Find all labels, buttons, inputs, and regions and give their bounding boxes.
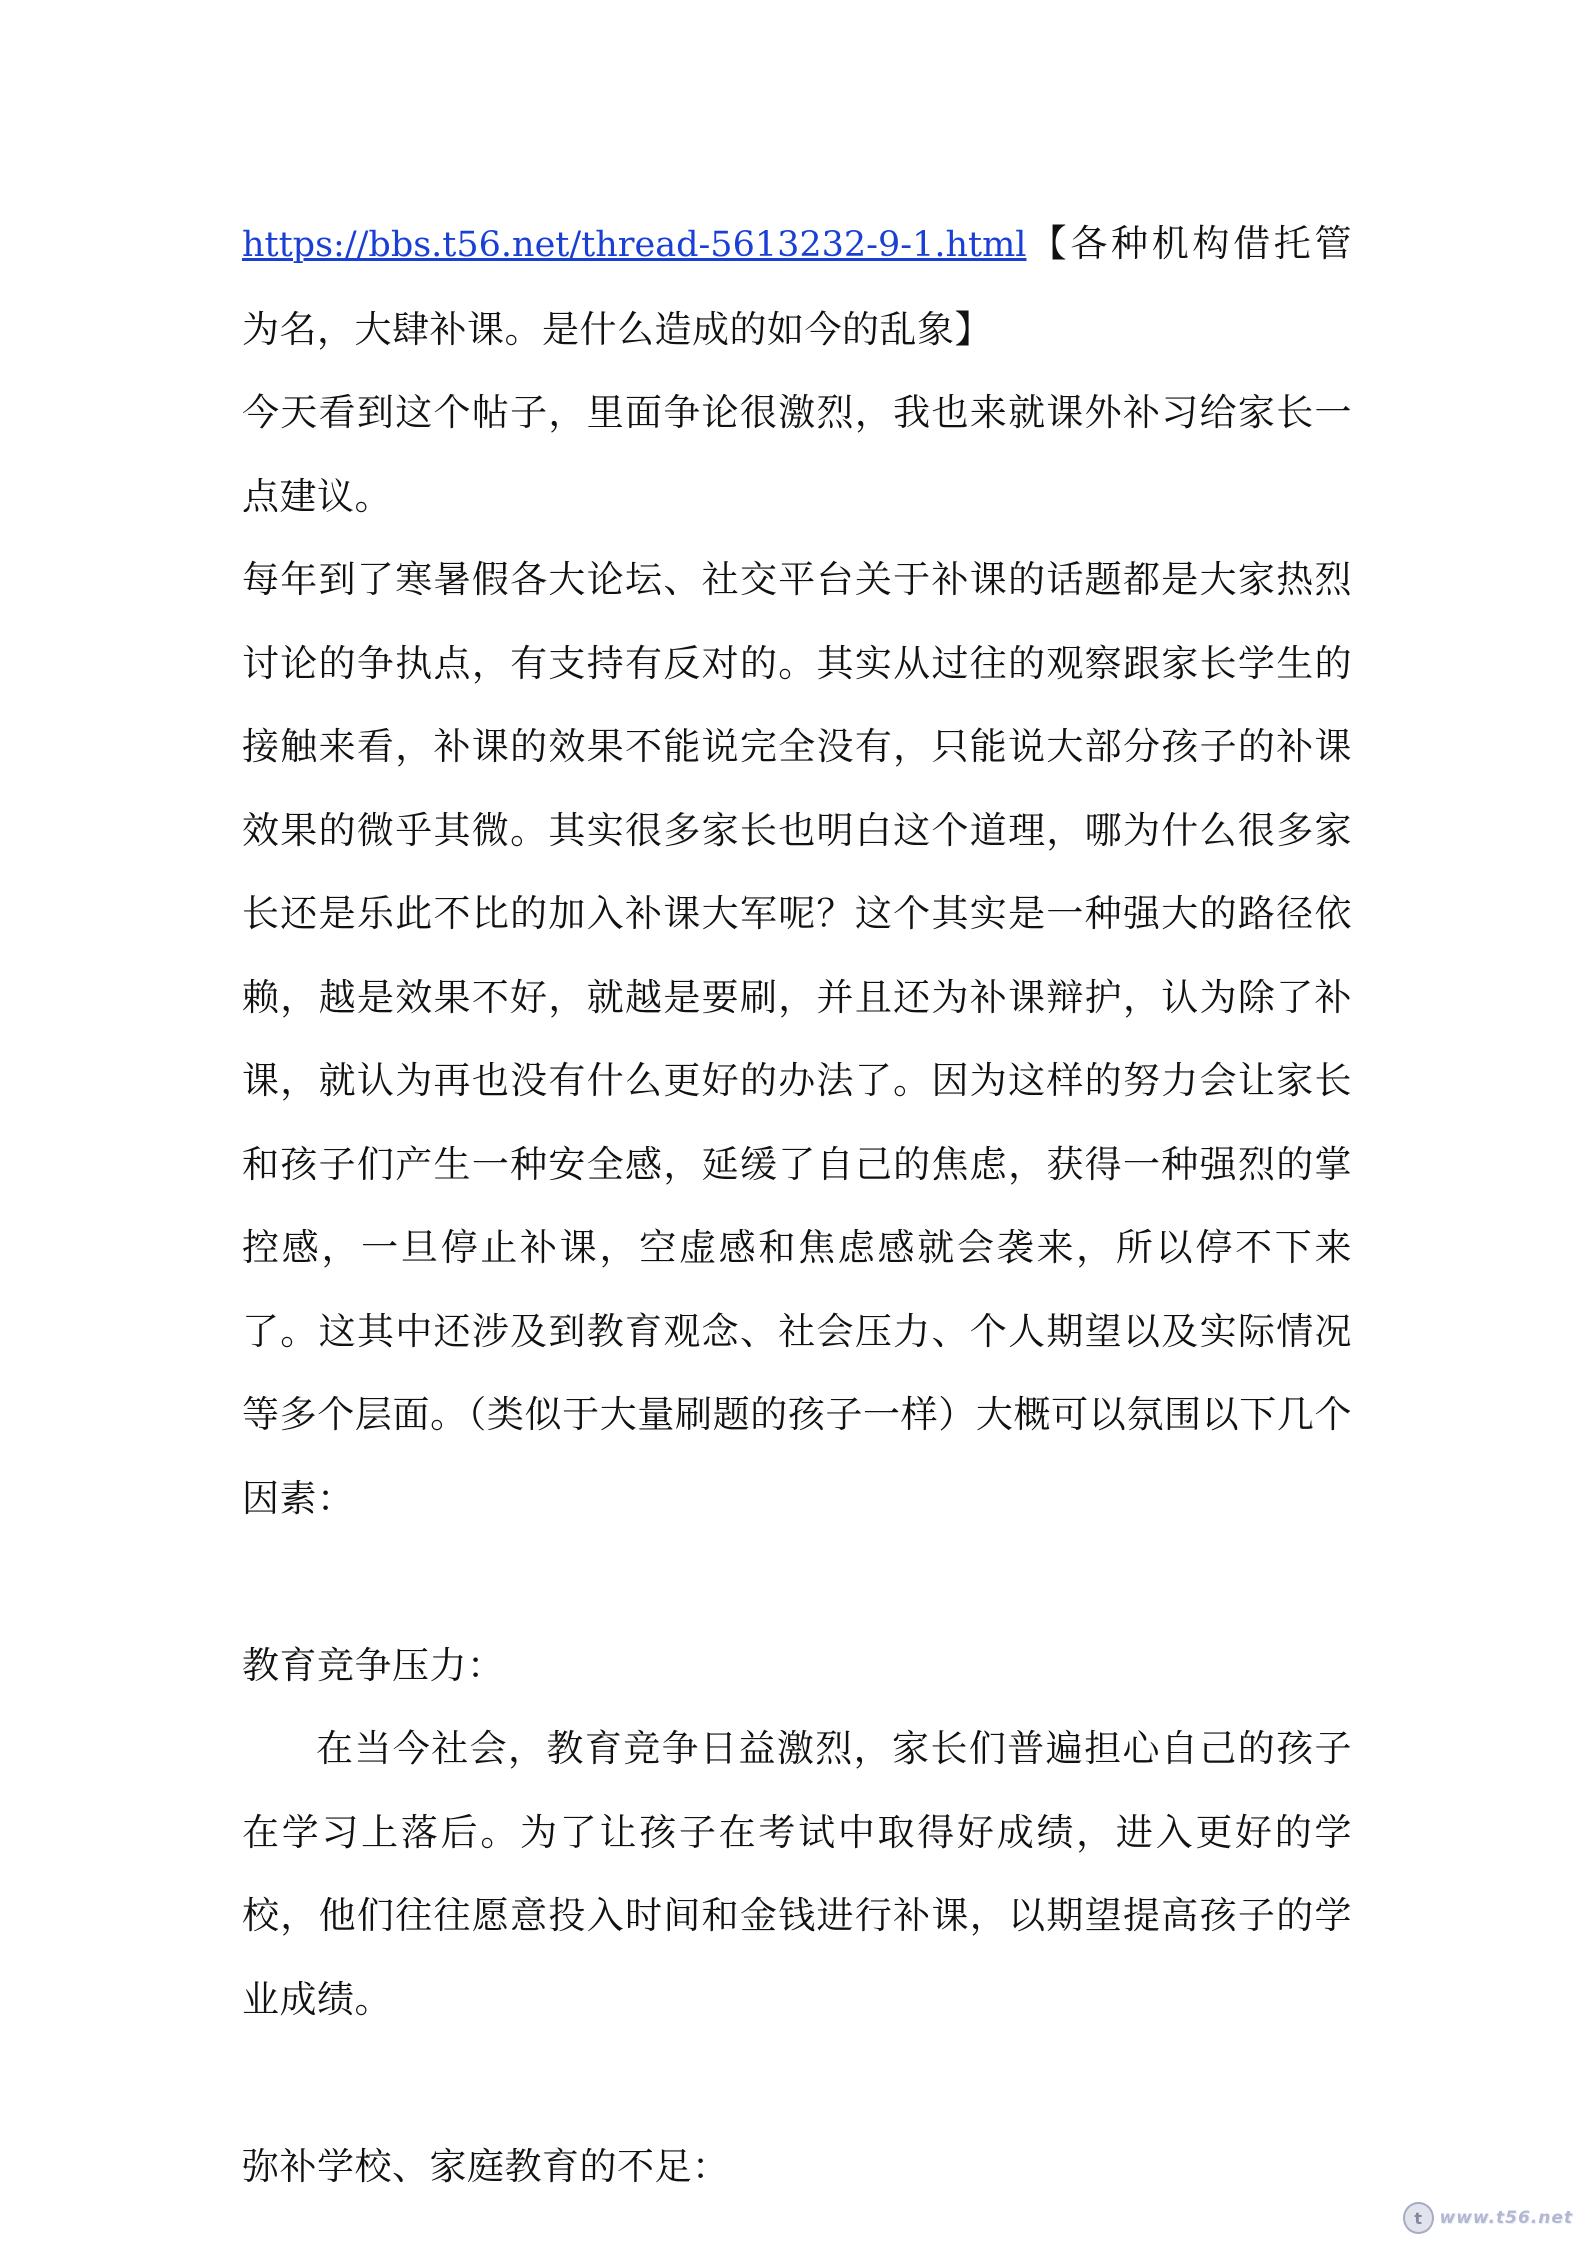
blank-line <box>242 2041 1352 2125</box>
watermark-text: www.t56.net <box>1439 2208 1573 2228</box>
main-paragraph: 每年到了寒暑假各大论坛、社交平台关于补课的话题都是大家热烈讨论的争执点，有支持有反对的。其实从过往的观察跟家长学生的接触来看，补课的效果不能说完全没有，只能说大部分孩子的补课效果的微乎其微。其实很多家长也明白这个道理，哪为什么很多家长还是乐此不比的加入补课大军呢？这个其实是一种强大的路径依赖，越是效果不好，就越是要刷，并且还为补课辩护，认为除了补课，就认为再也没有什么更好的办法了。因为这样的努力会让家长和孩子们产生一种安全感，延缓了自己的焦虑，获得一种强烈的掌控感，一旦停止补课，空虚感和焦虑感就会袭来，所以停不下来了。这其中还涉及到教育观念、社会压力、个人期望以及实际情况等多个层面。（类似于大量刷题的孩子一样）大概可以氛围以下几个因素： <box>242 558 1352 1520</box>
section-heading-supplement: 弥补学校、家庭教育的不足： <box>242 2144 730 2188</box>
watermark-logo-icon: t <box>1403 2202 1434 2234</box>
document-body <box>242 202 1352 2208</box>
blank-line <box>242 1540 1352 1624</box>
section-heading-competition: 教育竞争压力： <box>242 1643 505 1687</box>
thread-title: 【各种机构借托管为名，大肆补课。是什么造成的如今的乱象】 <box>242 222 1352 351</box>
source-line <box>242 202 1352 371</box>
thread-link[interactable]: https://bbs.t56.net/thread-5613232-9-1.html <box>242 225 1027 265</box>
intro-paragraph: 今天看到这个帖子，里面争论很激烈，我也来就课外补习给家长一点建议。 <box>242 391 1352 518</box>
site-watermark <box>1403 2201 1573 2235</box>
competition-paragraph: 在当今社会，教育竞争日益激烈，家长们普遍担心自己的孩子在学习上落后。为了让孩子在考试中取得好成绩，进入更好的学校，他们往往愿意投入时间和金钱进行补课，以期望提高孩子的学业成绩。 <box>242 1727 1352 2021</box>
